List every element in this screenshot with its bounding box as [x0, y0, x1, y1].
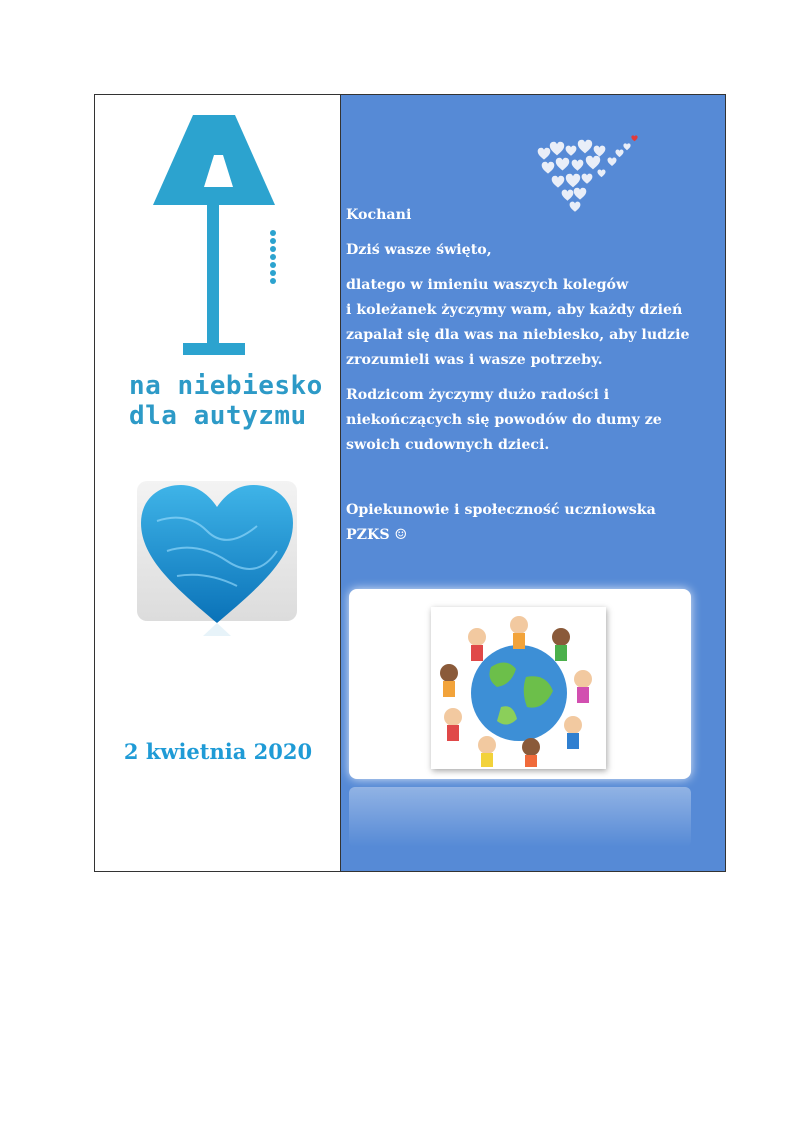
- children-around-globe-icon: [431, 607, 606, 769]
- photo-reflection: [349, 787, 691, 847]
- wishes-line: dlatego w imieniu waszych kolegów: [346, 277, 629, 293]
- parents-paragraph: [346, 383, 716, 458]
- signature: [346, 498, 716, 548]
- wishes-line: zapalał się dla was na niebiesko, aby ludzie: [346, 327, 690, 343]
- right-panel: [341, 95, 725, 871]
- parents-line: Rodzicom życzymy dużo radości i: [346, 387, 610, 403]
- signature-line: Opiekunowie i społeczność uczniowska: [346, 502, 656, 518]
- greeting-card: [94, 94, 726, 872]
- logo-text: [129, 371, 329, 431]
- event-date: 2 kwietnia 2020: [123, 739, 313, 764]
- wishes-paragraph: [346, 273, 716, 373]
- wishes-line: i koleżanek życzymy wam, aby każdy dzień: [346, 302, 683, 318]
- logo-line-2: dla autyzmu: [129, 401, 307, 431]
- holiday-line: Dziś wasze święto,: [346, 242, 492, 258]
- greeting: Kochani: [346, 207, 412, 223]
- letter-a-lamp-icon: [135, 115, 315, 365]
- logo-line-1: na niebiesko: [129, 371, 323, 401]
- parents-line: swoich cudownych dzieci.: [346, 437, 550, 453]
- signature-line: PZKS ☺: [346, 527, 408, 543]
- message-text: [346, 203, 716, 558]
- wishes-line: zrozumieli was i wasze potrzeby.: [346, 352, 603, 368]
- parents-line: niekończących się powodów do dumy ze: [346, 412, 662, 428]
- photo-frame: [349, 589, 691, 779]
- left-panel: [95, 95, 341, 871]
- blue-water-heart-icon: [137, 481, 297, 641]
